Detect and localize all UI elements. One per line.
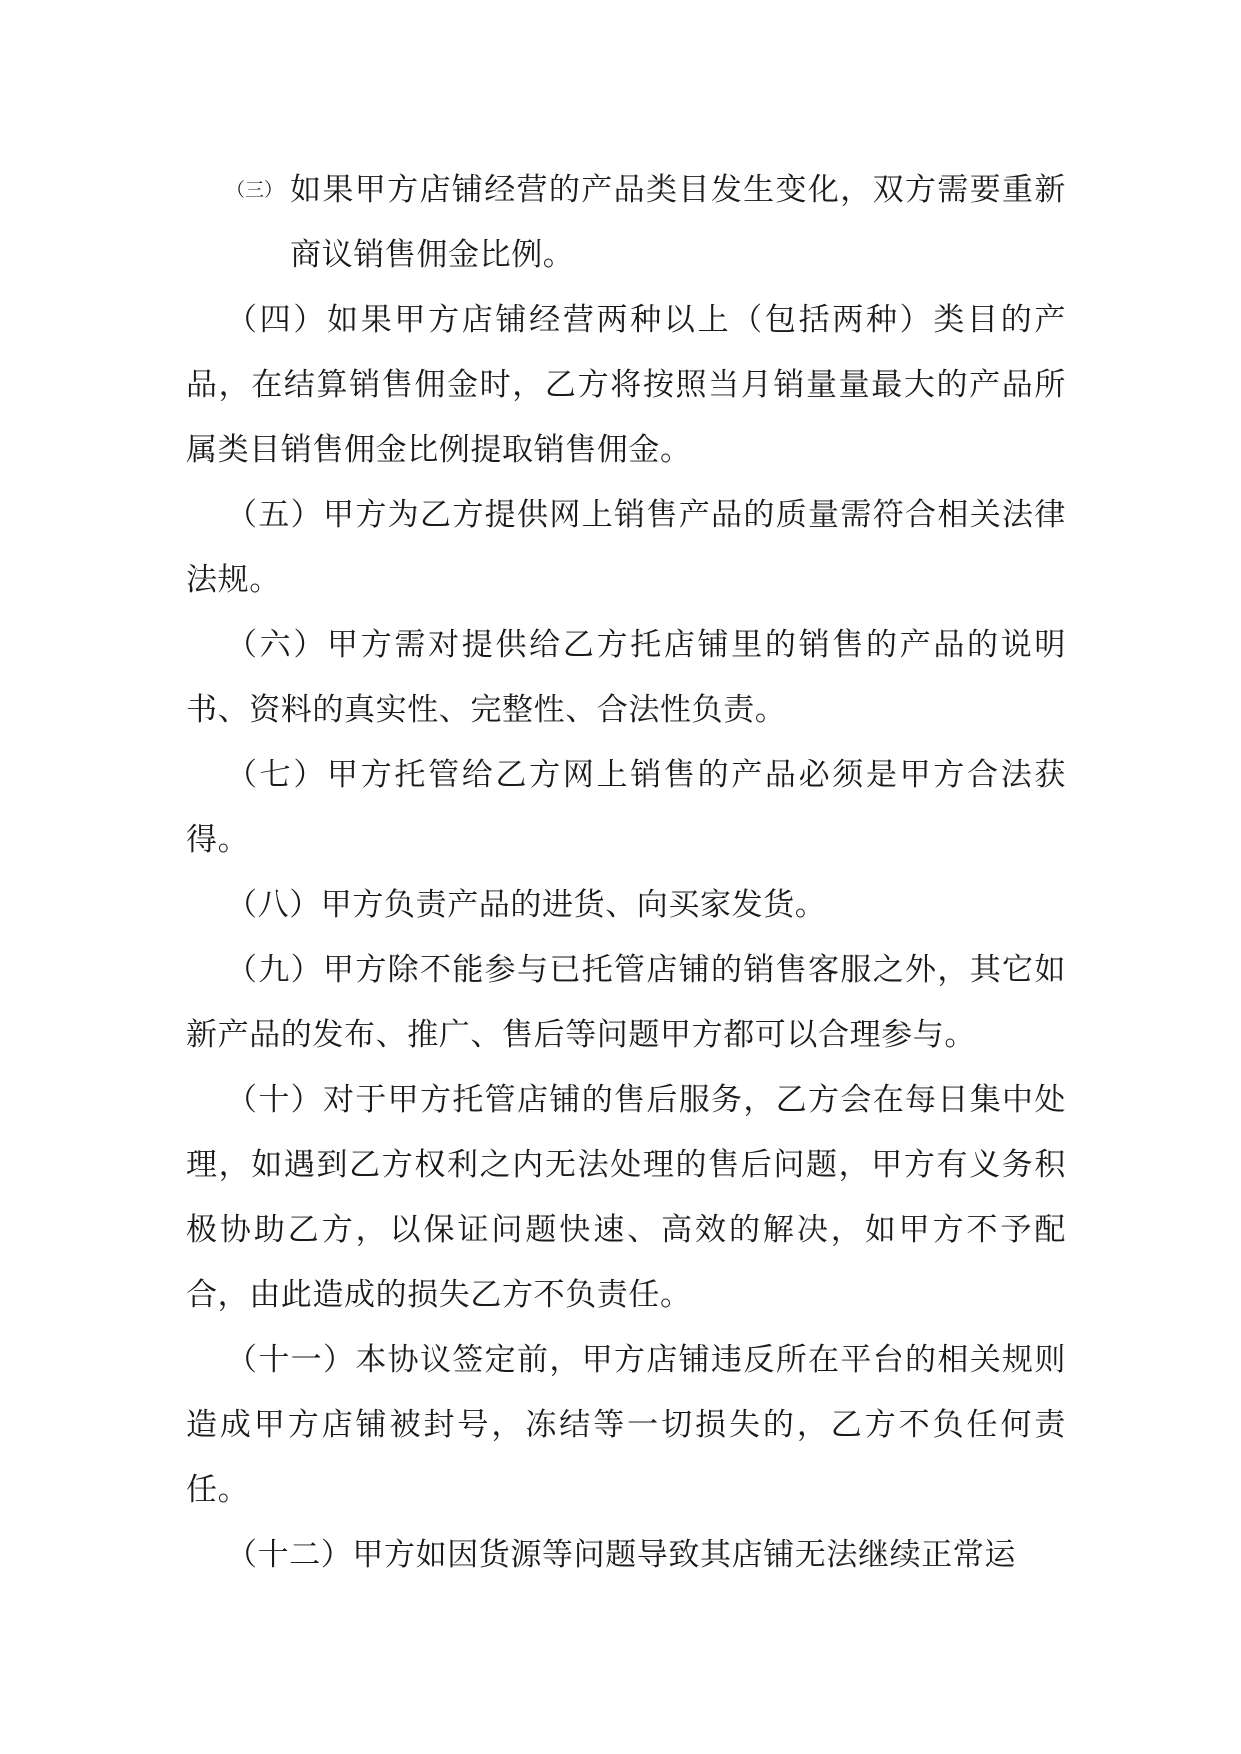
clause-9: （九）甲方除不能参与已托管店铺的销售客服之外，其它如新产品的发布、推广、售后等问题甲方都可以合理参与。: [186, 952, 1066, 1053]
clause-8: （八）甲方负责产品的进货、向买家发货。: [226, 887, 827, 923]
clause-4: （四）如果甲方店铺经营两种以上（包括两种）类目的产品，在结算销售佣金时，乙方将按照当月销量量最大的产品所属类目销售佣金比例提取销售佣金。: [186, 302, 1066, 468]
clause-6: （六）甲方需对提供给乙方托店铺里的销售的产品的说明书、资料的真实性、完整性、合法性负责。: [186, 627, 1066, 728]
document-body: [186, 158, 1066, 1588]
clause-12: （十二）甲方如因货源等问题导致其店铺无法继续正常运: [226, 1537, 1016, 1573]
clause-3-text: 如果甲方店铺经营的产品类目发生变化，双方需要重新商议销售佣金比例。: [290, 172, 1066, 273]
clause-7: （七）甲方托管给乙方网上销售的产品必须是甲方合法获得。: [186, 757, 1066, 858]
clause-10: （十）对于甲方托管店铺的售后服务，乙方会在每日集中处理，如遇到乙方权利之内无法处理的售后问题，甲方有义务积极协助乙方，以保证问题快速、高效的解决，如甲方不予配合，由此造成的损失乙方不负责任。: [186, 1082, 1066, 1313]
clause-3-marker: （三）: [226, 179, 284, 201]
clause-5: （五）甲方为乙方提供网上销售产品的质量需符合相关法律法规。: [186, 497, 1066, 598]
clause-11: （十一）本协议签定前，甲方店铺违反所在平台的相关规则造成甲方店铺被封号，冻结等一切损失的，乙方不负任何责任。: [186, 1342, 1066, 1508]
clause-3: [186, 158, 1066, 288]
